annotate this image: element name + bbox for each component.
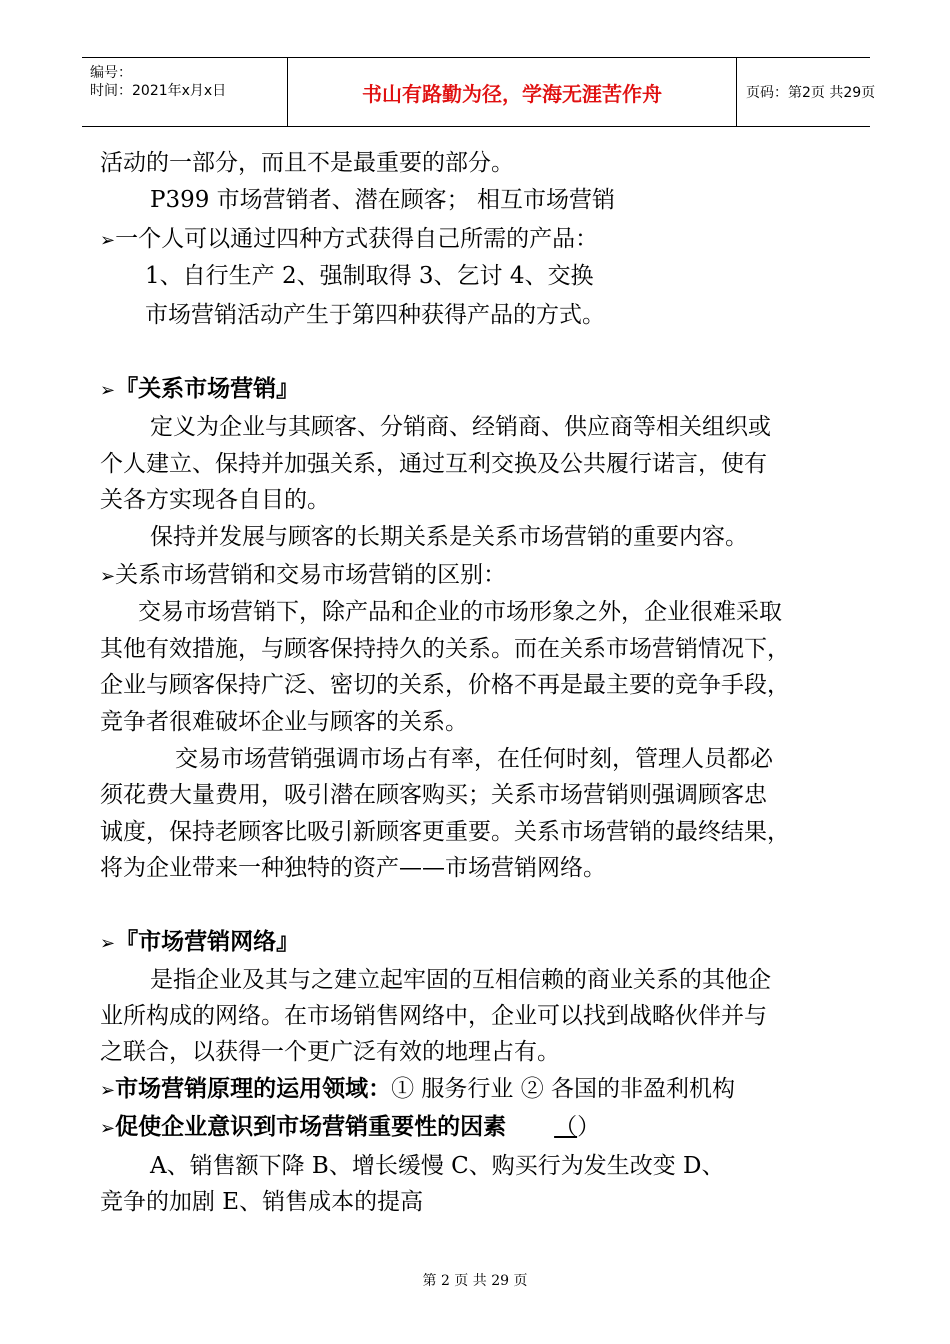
arrow-bullet-icon: ➢ xyxy=(100,230,116,251)
bullet-line xyxy=(100,1074,735,1106)
bullet-text: 促使企业意识到市场营销重要性的因素 xyxy=(115,1113,507,1140)
header-meta xyxy=(82,58,287,126)
bullet-text: 关系市场营销和交易市场营销的区别： xyxy=(115,562,507,588)
section-heading xyxy=(100,927,299,959)
text-line: 1、自行生产 2、强制取得 3、乞讨 4、交换 xyxy=(145,263,594,289)
bullet-line xyxy=(100,560,506,592)
bullet-line xyxy=(100,1112,600,1144)
bullet-bold-text: 市场营销原理的运用领域： xyxy=(115,1075,392,1102)
header-motto xyxy=(287,58,737,126)
page-header xyxy=(82,57,876,127)
text-line: 个人建立、保持并加强关系，通过互利交换及公共履行诺言，使有 xyxy=(100,451,767,477)
text-line: 竞争者很难破坏企业与顾客的关系。 xyxy=(100,709,468,735)
bullet-text: ① 服务行业 ② 各国的非盈利机构 xyxy=(391,1076,736,1102)
text-line: 市场营销活动产生于第四种获得产品的方式。 xyxy=(145,302,605,328)
text-line: 交易市场营销下，除产品和企业的市场形象之外，企业很难采取 xyxy=(138,599,782,625)
page-info-text: 页码：第2页 共29页 xyxy=(746,85,876,101)
text-line: 关各方实现各自目的。 xyxy=(100,487,330,513)
text-line: A、销售额下降 B、增长缓慢 C、购买行为发生改变 D、 xyxy=(150,1153,725,1179)
motto-text: 书山有路勤为径，学海无涯苦作舟 xyxy=(362,81,662,106)
text-line: 业所构成的网络。在市场销售网络中，企业可以找到战略伙伴并与 xyxy=(100,1003,767,1029)
answer-paren-close: ） xyxy=(577,1114,601,1140)
arrow-bullet-icon: ➢ xyxy=(100,1118,116,1139)
text-line: 将为企业带来一种独特的资产——市场营销网络。 xyxy=(100,855,606,881)
text-line: 诚度，保持老顾客比吸引新顾客更重要。关系市场营销的最终结果， xyxy=(100,819,790,845)
time-label: 时间：2021年x月x日 xyxy=(90,83,227,99)
text-line: 之联合，以获得一个更广泛有效的地理占有。 xyxy=(100,1039,560,1065)
section-heading xyxy=(100,374,299,406)
arrow-bullet-icon: ➢ xyxy=(100,380,116,401)
bullet-text: 一个人可以通过四种方式获得自己所需的产品： xyxy=(115,226,599,252)
text-line: 活动的一部分，而且不是最重要的部分。 xyxy=(100,150,514,176)
arrow-bullet-icon: ➢ xyxy=(100,1080,116,1101)
text-line: 交易市场营销强调市场占有率，在任何时刻，管理人员都必 xyxy=(175,746,773,772)
text-line: P399 市场营销者、潜在顾客； 相互市场营销 xyxy=(150,187,615,213)
arrow-bullet-icon: ➢ xyxy=(100,566,116,587)
bullet-line xyxy=(100,224,598,256)
number-label: 编号： xyxy=(90,65,132,81)
header-page-info xyxy=(736,58,876,126)
text-line: 企业与顾客保持广泛、密切的关系，价格不再是最主要的竞争手段， xyxy=(100,672,790,698)
text-line: 须花费大量费用，吸引潜在顾客购买；关系市场营销则强调顾客忠 xyxy=(100,782,767,808)
text-line: 是指企业及其与之建立起牢固的互相信赖的商业关系的其他企 xyxy=(150,967,771,993)
text-line: 定义为企业与其顾客、分销商、经销商、供应商等相关组织或 xyxy=(150,414,771,440)
text-line: 其他有效措施，与顾客保持持久的关系。而在关系市场营销情况下， xyxy=(100,636,790,662)
text-line: 竞争的加剧 E、销售成本的提高 xyxy=(100,1189,424,1215)
answer-paren-open: （ xyxy=(554,1114,578,1140)
page-footer: 第 2 页 共 29 页 xyxy=(422,1273,528,1289)
heading-text: 『关系市场营销』 xyxy=(115,375,300,402)
heading-text: 『市场营销网络』 xyxy=(115,928,300,955)
text-line: 保持并发展与顾客的长期关系是关系市场营销的重要内容。 xyxy=(150,524,748,550)
arrow-bullet-icon: ➢ xyxy=(100,933,116,954)
